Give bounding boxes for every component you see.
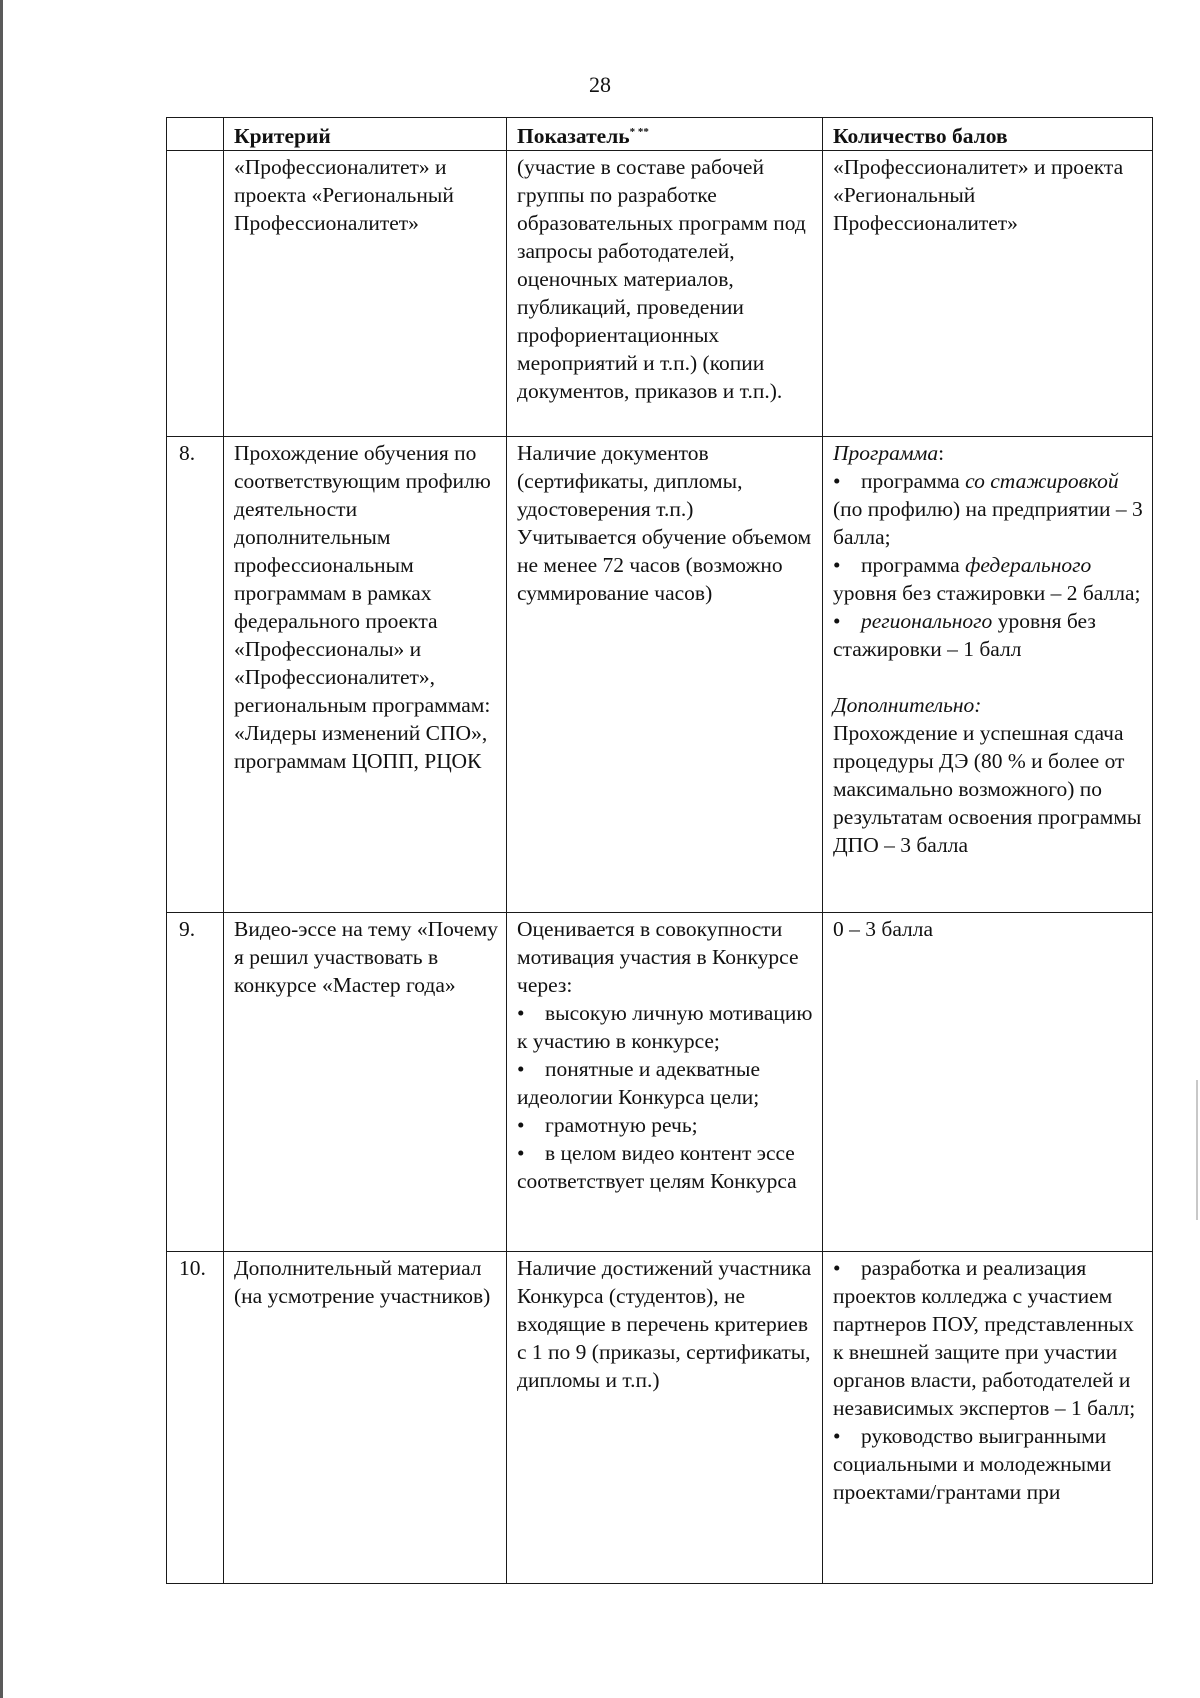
list-item: • высокую личную мотивацию к участию в конкурсе; [517, 999, 814, 1055]
criterion-cell: Видео-эссе на тему «Почему я решил участвовать в конкурсе «Мастер года» [224, 913, 507, 1252]
points-list [833, 467, 1144, 663]
list-item [833, 551, 1144, 607]
indicator-cell: (участие в составе рабочей группы по разработке образовательных программ под запросы работодателей, оценочных материалов, публикаций, проведении профориентационных мероприятий и т.п.) (копии документов, приказов и т.п.). [507, 151, 823, 437]
page-number: 28 [589, 72, 611, 97]
points-cell [823, 1252, 1153, 1584]
indicator-intro: Оценивается в совокупности мотивация участия в Конкурсе через: [517, 917, 799, 997]
header-criterion: Критерий [224, 118, 507, 151]
scan-edge-mark [1196, 1080, 1198, 1220]
points-cell: «Профессионалитет» и проекта «Региональный Профессионалитет» [823, 151, 1153, 437]
table-row [167, 437, 1153, 913]
indicator-list [517, 999, 814, 1195]
criterion-cell: Дополнительный материал (на усмотрение участников) [224, 1252, 507, 1584]
points-cell: 0 – 3 балла [823, 913, 1153, 1252]
indicator-cell: Наличие документов (сертификаты, дипломы, удостоверения т.п.) Учитывается обучение объемом не менее 72 часов (возможно суммирование часов) [507, 437, 823, 913]
points-cell [823, 437, 1153, 913]
program-heading [833, 439, 1144, 467]
row-number: 9. [167, 913, 224, 1252]
item-text: уровня без стажировки – 1 балл [833, 609, 1096, 661]
row-number: 8. [167, 437, 224, 913]
scan-edge [0, 0, 3, 1698]
table-row [167, 151, 1153, 437]
item-emphasis: федерального [965, 553, 1092, 577]
list-item: • разработка и реализация проектов колледжа с участием партнеров ПОУ, представленных к внешней защите при участии органов власти, работодателей и независимых экспертов – 1 балл; [833, 1254, 1144, 1422]
criterion-cell: Прохождение обучения по соответствующим профилю деятельности дополнительным профессиональным программам в рамках федерального проекта «Профессионалы» и «Профессионалитет», региональным программам: «Лидеры изменений СПО», программам ЦОПП, РЦОК [224, 437, 507, 913]
item-emphasis: со стажировкой [965, 469, 1119, 493]
list-item [833, 607, 1144, 663]
criteria-table [166, 117, 1153, 1584]
table-row [167, 913, 1153, 1252]
header-indicator-label: Показатель [517, 124, 630, 148]
item-emphasis: регионального [861, 609, 993, 633]
list-item: • руководство выигранными социальными и молодежными проектами/грантами при [833, 1422, 1144, 1506]
table-header-row [167, 118, 1153, 151]
item-text: программа [861, 553, 966, 577]
row-number: 10. [167, 1252, 224, 1584]
indicator-cell [507, 913, 823, 1252]
header-points: Количество балов [823, 118, 1153, 151]
extra-text: Прохождение и успешная сдача процедуры ДЭ (80 % и более от максимально возможного) по результатам освоения программы ДПО – 3 балла [833, 721, 1142, 857]
footnote-mark: * ** [629, 126, 649, 138]
header-number [167, 118, 224, 151]
points-list [833, 1254, 1144, 1506]
item-text: (по профилю) на предприятии – 3 балла; [833, 497, 1143, 549]
extra-label: Дополнительно: [833, 693, 982, 717]
header-indicator [507, 118, 823, 151]
row-number [167, 151, 224, 437]
list-item [833, 467, 1144, 551]
program-label: Программа [833, 441, 939, 465]
program-colon: : [938, 441, 945, 465]
list-item: • в целом видео контент эссе соответствует целям Конкурса [517, 1139, 814, 1195]
table-row [167, 1252, 1153, 1584]
item-text: программа [861, 469, 966, 493]
spacer [833, 663, 1144, 691]
item-text: уровня без стажировки – 2 балла; [833, 581, 1141, 605]
list-item: • грамотную речь; [517, 1111, 814, 1139]
list-item: • понятные и адекватные идеологии Конкурса цели; [517, 1055, 814, 1111]
indicator-cell: Наличие достижений участника Конкурса (студентов), не входящие в перечень критериев с 1 по 9 (приказы, сертификаты, дипломы и т.п.) [507, 1252, 823, 1584]
criterion-cell: «Профессионалитет» и проекта «Региональный Профессионалитет» [224, 151, 507, 437]
